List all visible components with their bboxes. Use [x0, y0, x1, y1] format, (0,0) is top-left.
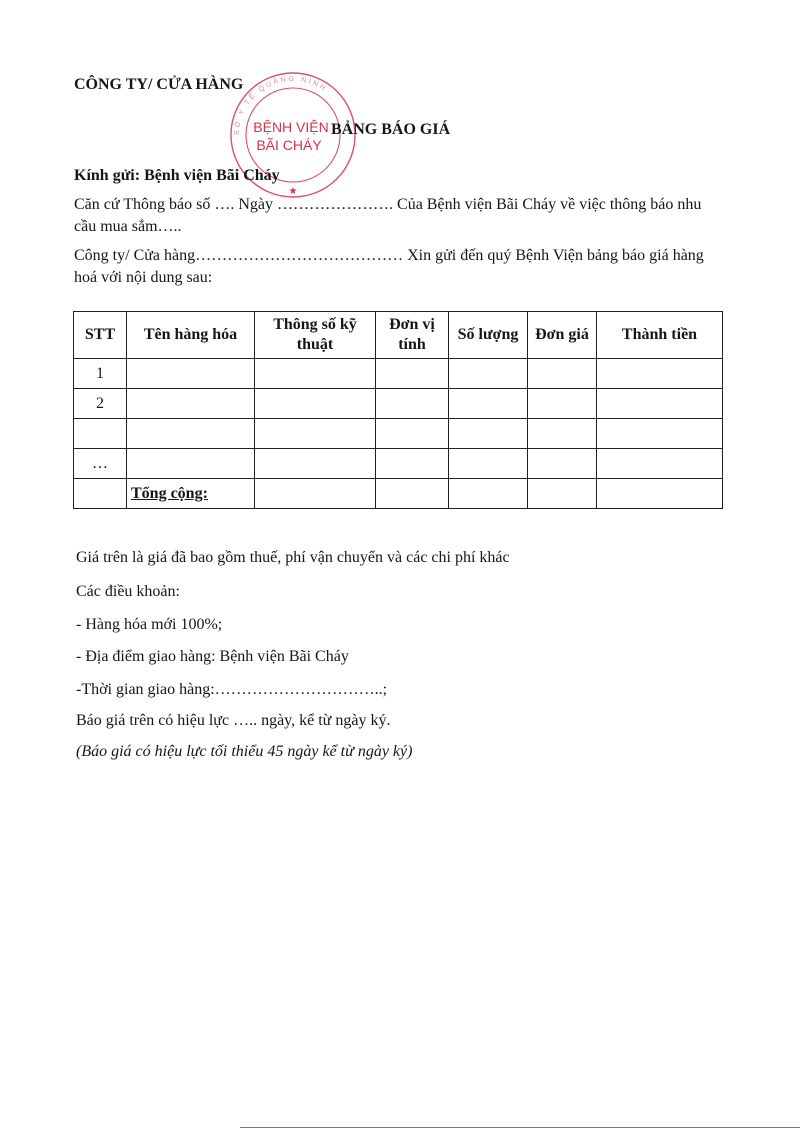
recipient-line: Kính gửi: Bệnh viện Bãi Cháy — [74, 167, 280, 184]
column-header: Thành tiền — [597, 312, 723, 359]
price-note: Giá trên là giá đã bao gồm thuế, phí vận chuyển và các chi phí khác — [76, 549, 510, 566]
table-cell — [127, 359, 255, 389]
table-cell — [597, 359, 723, 389]
table-cell — [376, 389, 449, 419]
table-cell: 2 — [74, 389, 127, 419]
column-header: Đơn vị tính — [376, 312, 449, 359]
company-label: CÔNG TY/ CỬA HÀNG — [74, 76, 244, 93]
table-row — [74, 389, 723, 419]
table-cell — [449, 419, 528, 449]
table-cell: 1 — [74, 359, 127, 389]
table-cell — [376, 419, 449, 449]
table-cell: … — [74, 449, 127, 479]
table-cell — [127, 449, 255, 479]
document-title: BẢNG BÁO GIÁ — [331, 121, 451, 138]
table-cell — [127, 389, 255, 419]
table-cell — [449, 449, 528, 479]
column-header: Đơn giá — [528, 312, 597, 359]
column-header: Tên hàng hóa — [127, 312, 255, 359]
table-cell — [376, 449, 449, 479]
table-cell — [255, 389, 376, 419]
table-cell — [449, 359, 528, 389]
table-cell — [449, 389, 528, 419]
table-cell — [528, 359, 597, 389]
total-label: Tổng cộng: — [127, 479, 255, 509]
table-cell — [127, 419, 255, 449]
table-cell — [74, 479, 127, 509]
table-cell — [597, 449, 723, 479]
table-row — [74, 359, 723, 389]
table-cell — [528, 479, 597, 509]
stamp-text-line2: BÃI CHÁY — [256, 137, 322, 153]
column-header: STT — [74, 312, 127, 359]
scan-edge-divider — [240, 1127, 800, 1128]
term-delivery-time: -Thời gian giao hàng:…………………………..; — [76, 681, 388, 698]
stamp-text-line1: BỆNH VIỆN — [253, 119, 329, 135]
column-header: Số lượng — [449, 312, 528, 359]
terms-heading: Các điều khoản: — [76, 583, 180, 600]
table-cell — [528, 389, 597, 419]
table-cell — [255, 479, 376, 509]
term-delivery-location: - Địa điểm giao hàng: Bệnh viện Bãi Cháy — [76, 648, 349, 665]
stamp-star-icon: ★ — [288, 186, 298, 197]
table-total-row — [74, 479, 723, 509]
table-cell — [255, 419, 376, 449]
table-row — [74, 449, 723, 479]
table-cell — [597, 419, 723, 449]
table-cell — [449, 479, 528, 509]
table-cell — [74, 419, 127, 449]
table-cell — [376, 479, 449, 509]
table-cell — [255, 449, 376, 479]
table-cell — [528, 449, 597, 479]
table-cell — [255, 359, 376, 389]
table-row — [74, 419, 723, 449]
table-cell — [376, 359, 449, 389]
stamp-ring-text: SỞ Y TẾ QUẢNG NINH — [233, 75, 329, 136]
table-cell — [597, 389, 723, 419]
term-new-goods: - Hàng hóa mới 100%; — [76, 616, 223, 633]
table-cell — [528, 419, 597, 449]
validity-statement: Báo giá trên có hiệu lực ….. ngày, kể từ ngày ký. — [76, 712, 391, 729]
intro-paragraph-2: Công ty/ Cửa hàng………………………………… Xin gửi đến quý Bệnh Viện bảng báo giá hàng hoá với nội dung sau: — [74, 247, 704, 286]
quotation-table — [73, 311, 723, 509]
intro-paragraph-1: Căn cứ Thông báo số …. Ngày …………………. Của Bệnh viện Bãi Cháy về việc thông báo nhu cầu mua sắm….. — [74, 196, 702, 235]
table-header-row — [74, 312, 723, 359]
validity-note: (Báo giá có hiệu lực tối thiểu 45 ngày kể từ ngày ký) — [76, 743, 413, 760]
column-header: Thông số kỹ thuật — [255, 312, 376, 359]
table-cell — [597, 479, 723, 509]
